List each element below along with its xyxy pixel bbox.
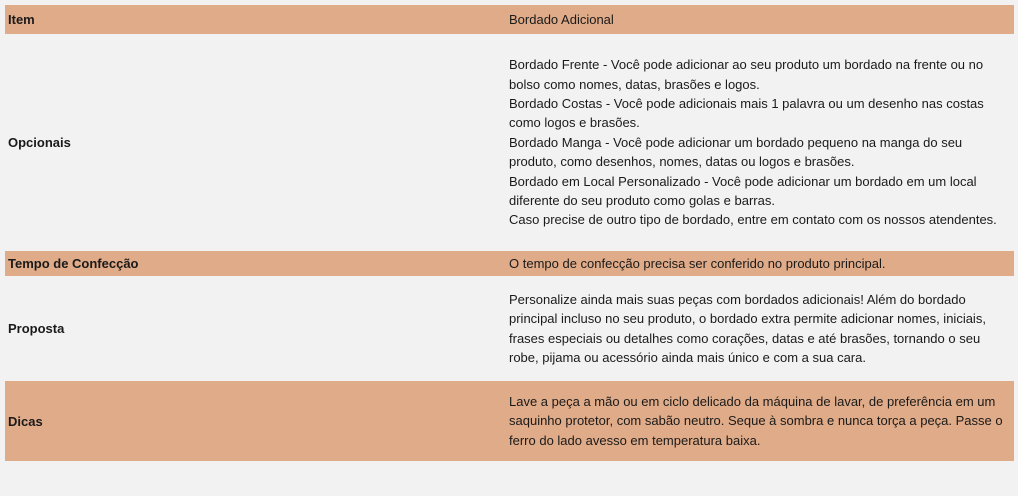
row-label-item: Item xyxy=(5,5,505,34)
row-label-proposta: Proposta xyxy=(5,279,505,378)
opcional-bordado-costas: Bordado Costas - Você pode adicionais mais 1 palavra ou um desenho nas costas como logos e brasões. xyxy=(509,95,984,131)
table-row-proposta xyxy=(5,279,1014,378)
row-label-tempo-de-confeccao: Tempo de Confecção xyxy=(5,251,505,276)
table-row-item xyxy=(5,5,1014,34)
row-label-dicas: Dicas xyxy=(5,381,505,461)
row-value-item: Bordado Adicional xyxy=(505,5,1014,34)
row-label-opcionais: Opcionais xyxy=(5,37,505,248)
table-row-tempo-de-confeccao xyxy=(5,251,1014,276)
table-row-dicas xyxy=(5,381,1014,461)
opcional-bordado-manga: Bordado Manga - Você pode adicionar um bordado pequeno na manga do seu produto, como desenhos, nomes, datas ou logos e brasões. xyxy=(509,134,963,170)
row-value-opcionais xyxy=(505,37,1014,248)
row-value-dicas: Lave a peça a mão ou em ciclo delicado da máquina de lavar, de preferência em um saquinho protetor, com sabão neutro. Seque à sombra e nunca torça a peça. Passe o ferro do lado avesso em temperatura baixa. xyxy=(505,381,1014,461)
opcional-bordado-local-personalizado: Bordado em Local Personalizado - Você pode adicionar um bordado em um local diferente do seu produto como golas e barras. xyxy=(509,173,977,209)
row-value-proposta: Personalize ainda mais suas peças com bordados adicionais! Além do bordado principal incluso no seu produto, o bordado extra permite adicionar nomes, iniciais, frases especiais ou detalhes como corações, datas e até brasões, tornando o seu robe, pijama ou acessório ainda mais único e com a sua cara. xyxy=(505,279,1014,378)
row-value-tempo-de-confeccao: O tempo de confecção precisa ser conferido no produto principal. xyxy=(505,251,1014,276)
opcional-contato-note: Caso precise de outro tipo de bordado, entre em contato com os nossos atendentes. xyxy=(509,212,997,228)
table-row-opcionais xyxy=(5,37,1014,248)
product-spec-table xyxy=(5,2,1014,464)
opcional-bordado-frente: Bordado Frente - Você pode adicionar ao seu produto um bordado na frente ou no bolso como nomes, datas, brasões e logos. xyxy=(509,57,984,92)
